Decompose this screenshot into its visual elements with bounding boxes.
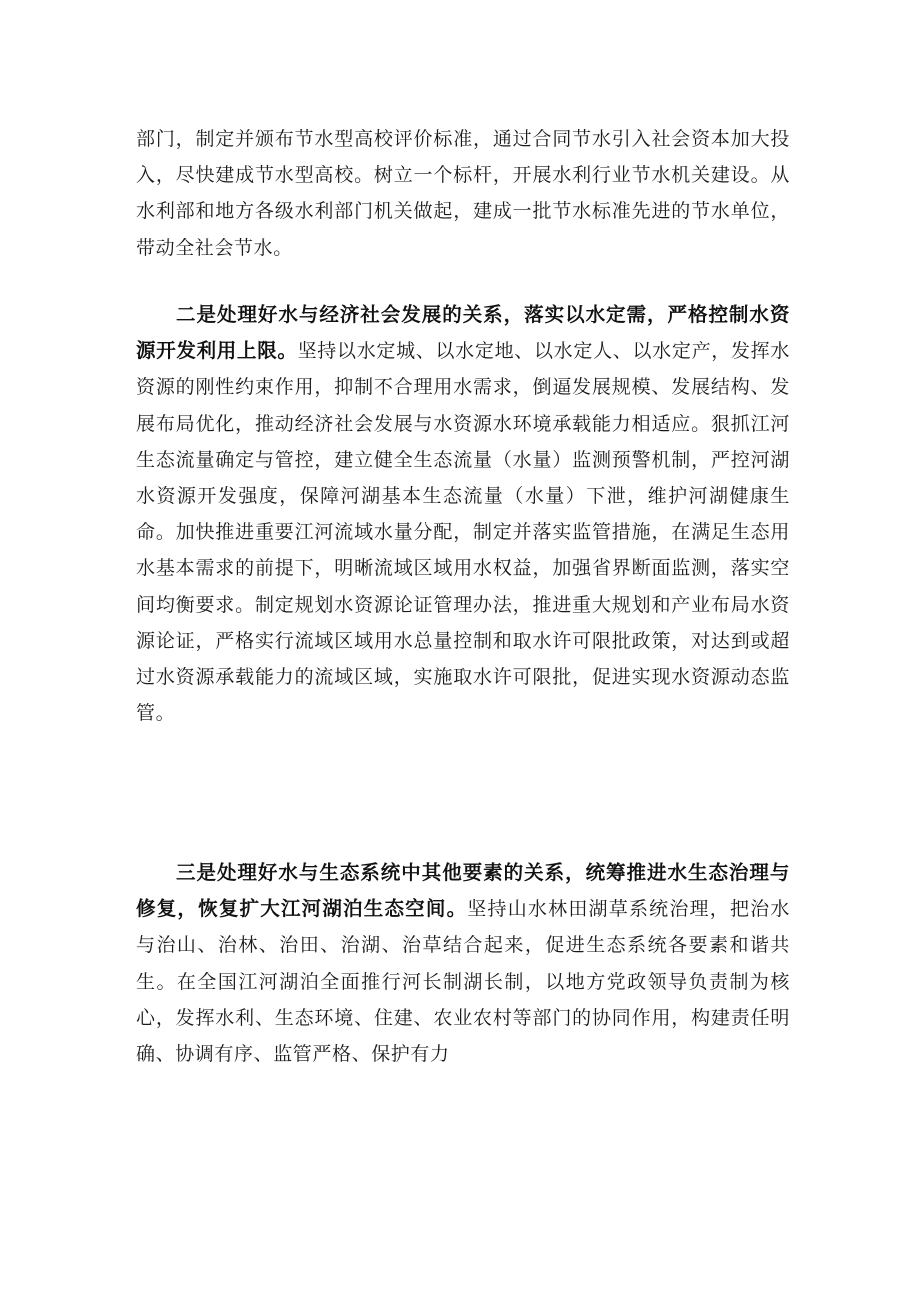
paragraph-1-body: 部门，制定并颁布节水型高校评价标准，通过合同节水引入社会资本加大投入，尽快建成节水型高校。树立一个标杆，开展水利行业节水机关建设。从水利部和地方各级水利部门机关做起，建成一批节水标准先进的节水单位，带动全社会节水。 xyxy=(136,128,790,259)
paragraph-2-body: 坚持以水定城、以水定地、以水定人、以水定产，发挥水资源的刚性约束作用，抑制不合理用水需求，倒逼发展规模、发展结构、发展布局优化，推动经济社会发展与水资源水环境承载能力相适应。狠抓江河生态流量确定与管控，建立健全生态流量（水量）监测预警机制，严控河湖水资源开发强度，保障河湖基本生态流量（水量）下泄，维护河湖健康生命。加快推进重要江河流域水量分配，制定并落实监管措施，在满足生态用水基本需求的前提下，明晰流域区域用水权益，加强省界断面监测，落实空间均衡要求。制定规划水资源论证管理办法，推进重大规划和产业布局水资源论证，严格实行流域区域用水总量控制和取水许可限批政策，对达到或超过水资源承载能力的流域区域，实施取水许可限批，促进实现水资源动态监管。 xyxy=(136,340,790,725)
paragraph-3-lead: 三是处理好水与生态系统中其他要素的关系，统筹推进水生态治理与修复，恢复扩大江河湖泊生态空间。 xyxy=(136,861,790,921)
paragraph-3-body: 坚持山水林田湖草系统治理，把治水与治山、治林、治田、治湖、治草结合起来，促进生态系统各要素和谐共生。在全国江河湖泊全面推行河长制湖长制，以地方党政领导负责制为核心，发挥水利、生态环境、住建、农业农村等部门的协同作用，构建责任明确、协调有序、监管严格、保护有力 xyxy=(136,898,790,1066)
paragraph-2 xyxy=(136,297,790,731)
paragraph-1 xyxy=(136,121,790,266)
paragraph-2-lead: 二是处理好水与经济社会发展的关系，落实以水定需，严格控制水资源开发利用上限。 xyxy=(136,303,790,363)
paragraph-3 xyxy=(136,855,790,1072)
